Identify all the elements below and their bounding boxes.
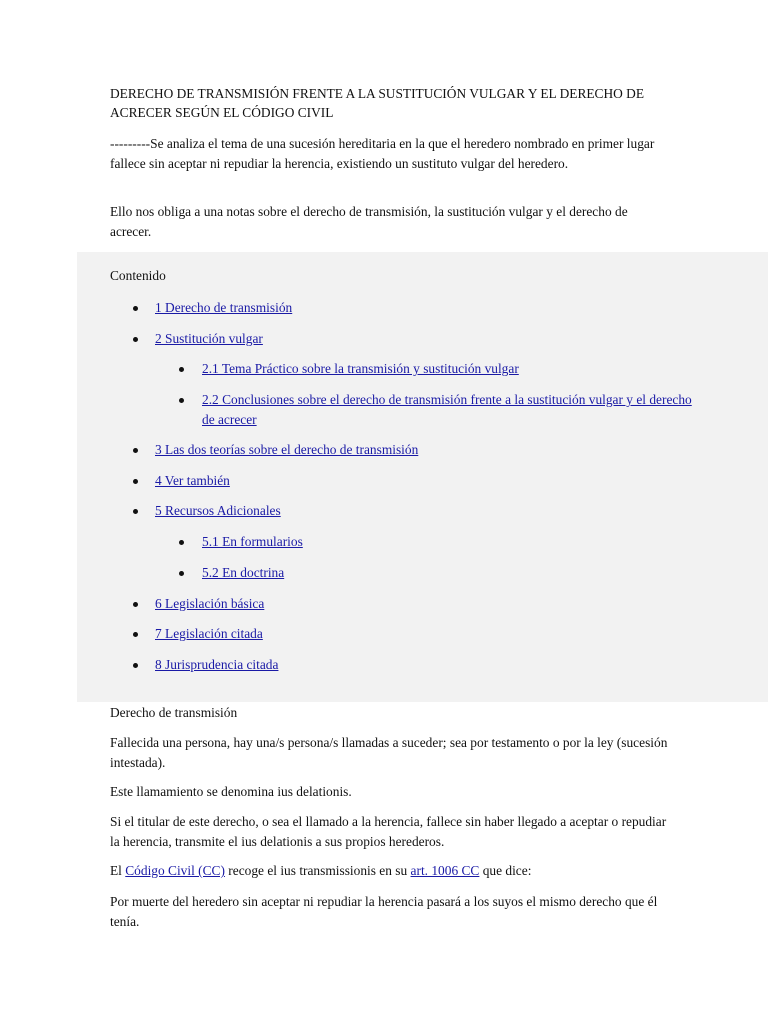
toc-link-legislacion-basica[interactable]: 6 Legislación básica xyxy=(155,595,265,611)
bullet-icon xyxy=(133,337,138,342)
bullet-icon xyxy=(133,306,138,311)
body-paragraph: Fallecida una persona, hay una/s persona/s llamadas a suceder; sea por testamento o por la ley (sucesión intestada). xyxy=(110,735,668,770)
toc-item xyxy=(77,501,768,532)
bullet-icon xyxy=(133,602,138,607)
toc-item xyxy=(77,390,768,440)
toc-link-en-doctrina[interactable]: 5.2 En doctrina xyxy=(202,564,285,580)
body-paragraph: Si el titular de este derecho, o sea el llamado a la herencia, fallece sin haber llegado a aceptar o repudiar la herencia, transmite el ius delationis a sus propios herederos. xyxy=(110,814,667,849)
document-title: DERECHO DE TRANSMISIÓN FRENTE A LA SUSTITUCIÓN VULGAR Y EL DERECHO DE ACRECER SEGÚN EL CÓDIGO CIVIL xyxy=(110,86,645,120)
toc-item xyxy=(77,440,768,471)
bullet-icon xyxy=(133,448,138,453)
bullet-icon xyxy=(133,509,138,514)
p4-text-pre: El xyxy=(110,863,126,878)
toc-link-sustitucion-vulgar[interactable]: 2 Sustitución vulgar xyxy=(155,330,263,346)
bullet-icon xyxy=(179,367,184,372)
toc-link-legislacion-citada[interactable]: 7 Legislación citada xyxy=(155,626,263,642)
toc-item xyxy=(77,532,768,563)
toc-item xyxy=(77,624,768,655)
intro-paragraph-2: Ello nos obliga a una notas sobre el derecho de transmisión, la sustitución vulgar y el derecho de acrecer. xyxy=(110,204,628,239)
table-of-contents xyxy=(77,252,768,702)
art-1006-link[interactable]: art. 1006 CC xyxy=(410,863,480,878)
toc-link-conclusiones-line-1: 2.2 Conclusiones sobre el derecho de transmisión frente a la sustitución vulgar y el derecho xyxy=(202,392,692,408)
quoted-article-paragraph: Por muerte del heredero sin aceptar ni repudiar la herencia pasará a los suyos el mismo derecho que él tenía. xyxy=(110,894,658,929)
toc-link-derecho-transmision[interactable]: 1 Derecho de transmisión xyxy=(155,300,293,315)
toc-list xyxy=(77,298,768,686)
body-paragraph: Este llamamiento se denomina ius delationis. xyxy=(110,784,352,799)
toc-link-en-formularios[interactable]: 5.1 En formularios xyxy=(202,534,303,550)
toc-link-dos-teorias[interactable]: 3 Las dos teorías sobre el derecho de transmisión xyxy=(155,442,419,458)
bullet-icon xyxy=(133,479,138,484)
toc-link-conclusiones[interactable] xyxy=(202,390,768,429)
toc-item xyxy=(77,594,768,625)
toc-link-tema-practico[interactable]: 2.1 Tema Práctico sobre la transmisión y sustitución vulgar xyxy=(202,361,519,377)
bullet-icon xyxy=(179,398,184,403)
toc-link-ver-tambien[interactable]: 4 Ver también xyxy=(155,472,230,488)
bullet-icon xyxy=(179,571,184,576)
toc-item xyxy=(77,298,768,329)
body-paragraph-with-links xyxy=(110,861,670,881)
codigo-civil-link[interactable]: Código Civil (CC) xyxy=(125,863,225,878)
toc-link-conclusiones-line-2: de acrecer xyxy=(202,411,257,427)
toc-item xyxy=(77,359,768,390)
toc-item xyxy=(77,471,768,502)
toc-item xyxy=(77,329,768,360)
toc-link-recursos-adicionales[interactable]: 5 Recursos Adicionales xyxy=(155,503,281,519)
p4-text-mid: recoge el ius transmissionis en su xyxy=(224,863,411,878)
intro-paragraph: ---------Se analiza el tema de una sucesión hereditaria en la que el heredero nombrado en primer lugar fallece sin aceptar ni repudiar la herencia, existiendo un sustituto vulgar del heredero. xyxy=(110,136,655,171)
toc-heading: Contenido xyxy=(110,268,166,283)
bullet-icon xyxy=(133,663,138,668)
toc-item xyxy=(77,563,768,594)
toc-link-jurisprudencia-citada[interactable]: 8 Jurisprudencia citada xyxy=(155,656,279,672)
bullet-icon xyxy=(133,632,138,637)
p4-text-post: que dice: xyxy=(479,863,532,878)
toc-item xyxy=(77,655,768,686)
section-heading: Derecho de transmisión xyxy=(110,705,238,720)
bullet-icon xyxy=(179,540,184,545)
